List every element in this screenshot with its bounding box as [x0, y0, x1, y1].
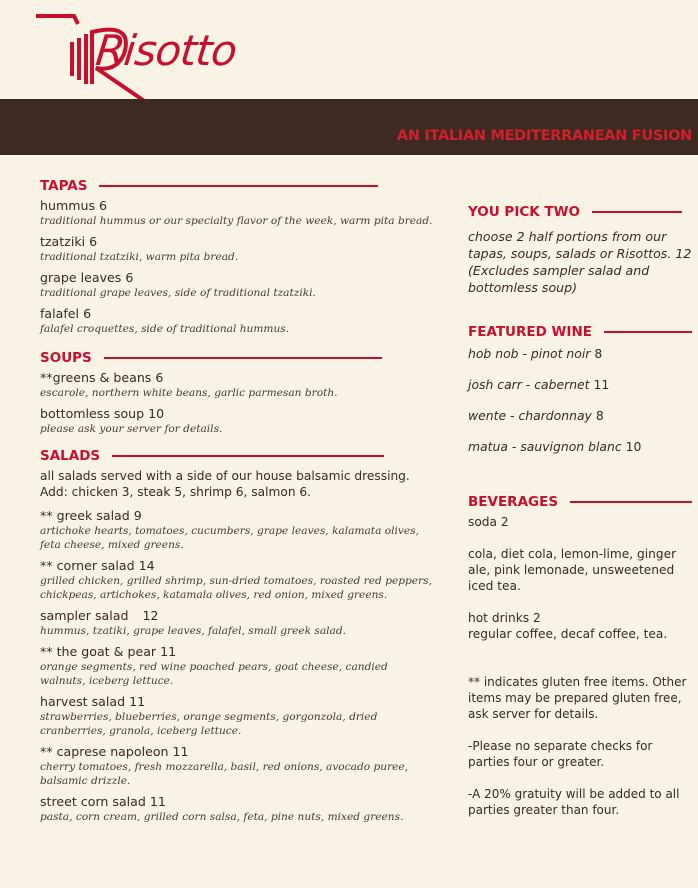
wine-item	[468, 346, 692, 361]
item-name: ** caprese napoleon	[40, 744, 169, 759]
wine-rule	[604, 331, 692, 333]
item-description: hummus, tzatiki, grape leaves, falafel, small greek salad.	[40, 625, 347, 637]
item-name: ** corner salad	[40, 558, 135, 573]
item-name: falafel	[40, 306, 80, 321]
item-name: ** the goat & pear	[40, 644, 157, 659]
salads-rule	[112, 455, 384, 457]
item-name: hummus	[40, 198, 96, 213]
item-price: 11	[129, 694, 146, 709]
wine-price: 8	[594, 346, 603, 361]
pick-two-heading	[468, 202, 692, 222]
menu-item	[40, 794, 435, 824]
pick-two-title: YOU PICK TWO	[468, 204, 580, 220]
salads-addons: Add: chicken 3, steak 5, shrimp 6, salmon 6.	[40, 485, 312, 499]
item-description: orange segments, red wine poached pears, goat cheese, candied walnuts, iceberg lettuce.	[40, 661, 388, 687]
item-price: 6	[155, 370, 164, 385]
item-name: harvest salad	[40, 694, 126, 709]
menu-item	[40, 406, 435, 436]
item-name: tzatziki	[40, 234, 86, 249]
menu-item	[40, 370, 435, 400]
gratuity-note: -A 20% gratuity will be added to all parties greater than four.	[468, 787, 680, 817]
soda-list: cola, diet cola, lemon-lime, ginger ale, pink lemonade, unsweetened iced tea.	[468, 547, 677, 593]
beverages-heading	[468, 492, 692, 512]
header-band	[0, 99, 698, 155]
item-price: 14	[138, 558, 155, 573]
wine-name: josh carr - cabernet	[468, 377, 590, 392]
item-description: escarole, northern white beans, garlic parmesan broth.	[40, 387, 338, 399]
menu-item	[40, 608, 435, 638]
wine-name: hob nob - pinot noir	[468, 346, 591, 361]
item-description: cherry tomatoes, fresh mozzarella, basil, red onions, avocado puree, balsamic drizzle.	[40, 761, 409, 787]
left-column	[40, 176, 435, 824]
wine-price: 11	[593, 377, 610, 392]
wine-price: 8	[595, 408, 604, 423]
menu-item	[40, 744, 435, 788]
soups-heading	[40, 348, 435, 368]
menu-item	[40, 234, 435, 264]
item-description: traditional grape leaves, side of traditional tzatziki.	[40, 287, 316, 299]
salads-title: SALADS	[40, 448, 101, 464]
salads-heading	[40, 446, 435, 466]
wine-heading	[468, 322, 692, 342]
menu-item	[40, 508, 435, 552]
item-description: traditional hummus or our specialty flavor of the week, warm pita bread.	[40, 215, 433, 227]
wine-name: wente - chardonnay	[468, 408, 592, 423]
item-name: grape leaves	[40, 270, 122, 285]
menu-item	[40, 694, 435, 738]
wine-price: 10	[625, 439, 642, 454]
item-price: 11	[149, 794, 166, 809]
right-column	[468, 202, 692, 818]
wine-item	[468, 439, 692, 454]
item-description: falafel croquettes, side of traditional hummus.	[40, 323, 290, 335]
tapas-title: TAPAS	[40, 178, 88, 194]
menu-item	[40, 644, 435, 688]
item-price: 11	[172, 744, 189, 759]
item-price: 11	[160, 644, 177, 659]
item-price: 6	[89, 234, 98, 249]
item-name: sampler salad	[40, 608, 129, 623]
beverages-rule	[570, 501, 692, 503]
item-price: 6	[99, 198, 108, 213]
wine-title: FEATURED WINE	[468, 324, 592, 340]
wine-name: matua - sauvignon blanc	[468, 439, 622, 454]
item-description: pasta, corn cream, grilled corn salsa, feta, pine nuts, mixed greens.	[40, 811, 404, 823]
logo-text: Risotto	[93, 26, 239, 75]
pick-two-rule	[592, 211, 682, 213]
gluten-note: ** indicates gluten free items. Other items may be prepared gluten free, ask server for details.	[468, 675, 687, 721]
wine-item	[468, 408, 692, 423]
tapas-rule	[99, 185, 378, 187]
item-name: bottomless soup	[40, 406, 145, 421]
item-description: please ask your server for details.	[40, 423, 223, 435]
item-description: grilled chicken, grilled shrimp, sun-dried tomatoes, roasted red peppers, chickpeas, artichokes, katamala olives, red onion, mixed greens.	[40, 575, 432, 601]
item-price: 6	[83, 306, 92, 321]
hot-drinks-list: regular coffee, decaf coffee, tea.	[468, 627, 668, 641]
item-price: 12	[142, 608, 159, 623]
menu-item	[40, 558, 435, 602]
salads-note: all salads served with a side of our house balsamic dressing.	[40, 469, 410, 483]
item-description: strawberries, blueberries, orange segments, gorgonzola, dried cranberries, granola, iceberg lettuce.	[40, 711, 378, 737]
wine-item	[468, 377, 692, 392]
item-name: **greens & beans	[40, 370, 152, 385]
menu-item	[40, 198, 435, 228]
soda-label: soda 2	[468, 515, 509, 529]
pick-two-text: choose 2 half portions from our tapas, soups, salads or Risottos. 12 (Excludes sampler salad and bottomless soup)	[468, 229, 692, 295]
item-description: traditional tzatziki, warm pita bread.	[40, 251, 239, 263]
checks-note: -Please no separate checks for parties four or greater.	[468, 739, 653, 769]
beverages-title: BEVERAGES	[468, 494, 559, 510]
tagline: AN ITALIAN MEDITERRANEAN FUSION	[396, 128, 692, 144]
tapas-heading	[40, 176, 435, 196]
hot-drinks-label: hot drinks 2	[468, 611, 541, 625]
item-price: 10	[148, 406, 165, 421]
item-price: 9	[133, 508, 142, 523]
item-name: ** greek salad	[40, 508, 130, 523]
item-price: 6	[125, 270, 134, 285]
soups-title: SOUPS	[40, 350, 92, 366]
soups-rule	[104, 357, 382, 359]
menu-item	[40, 270, 435, 300]
item-description: artichoke hearts, tomatoes, cucumbers, grape leaves, kalamata olives, feta cheese, mixed greens.	[40, 525, 419, 551]
item-name: street corn salad	[40, 794, 146, 809]
menu-item	[40, 306, 435, 336]
